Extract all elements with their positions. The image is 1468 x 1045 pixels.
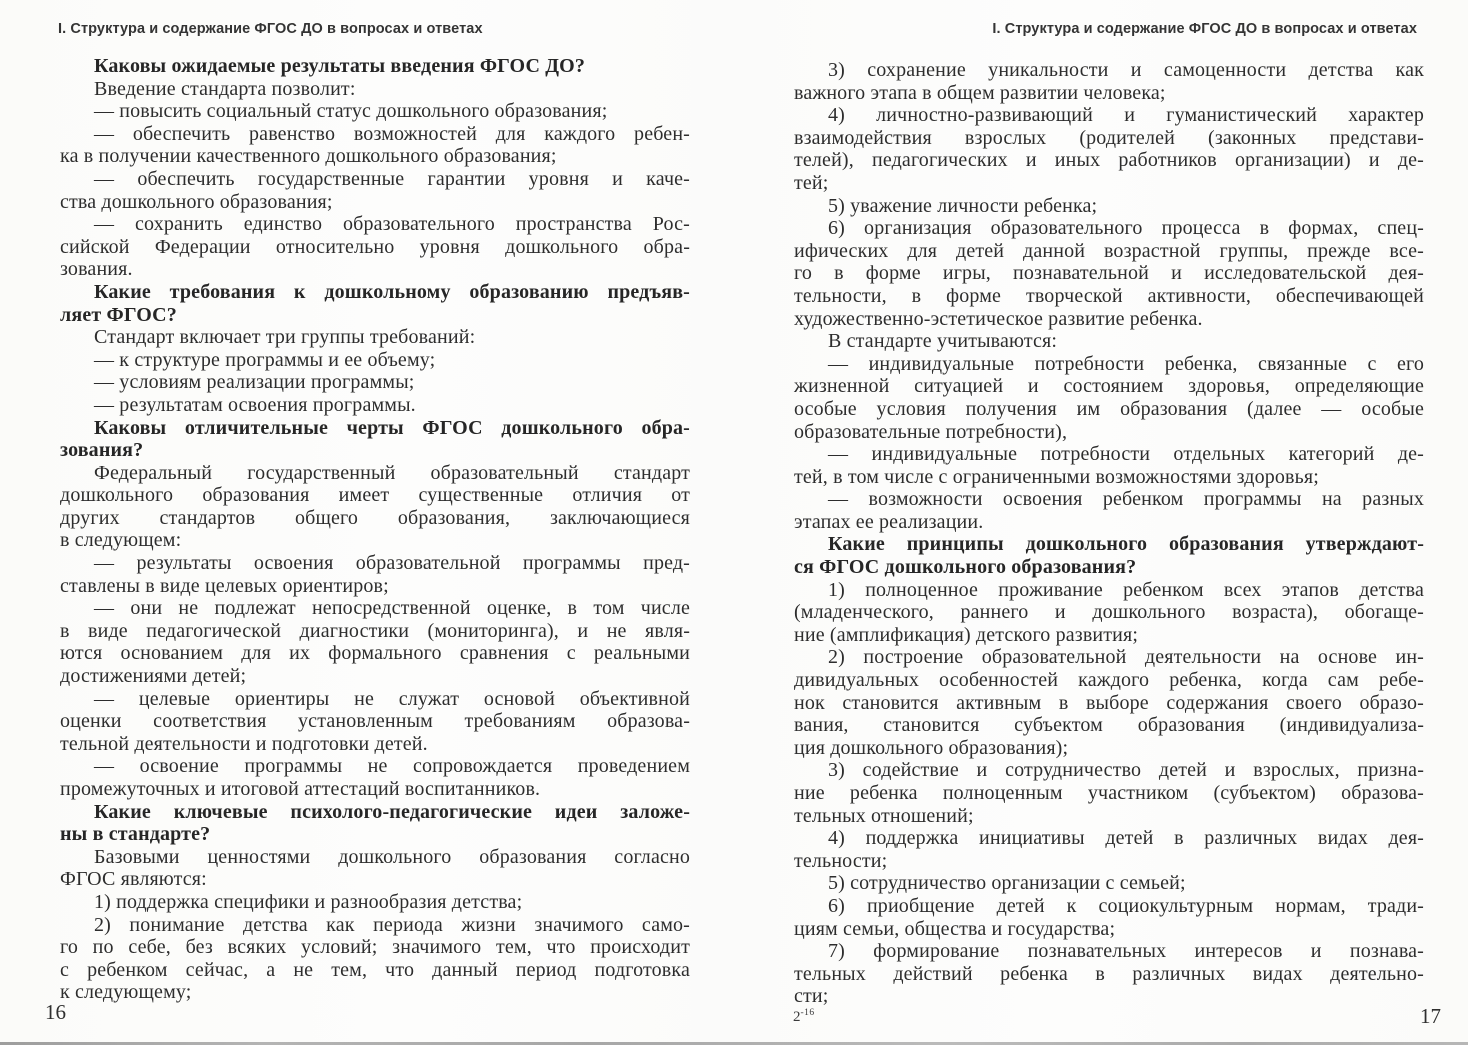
text-line: (младенческого, раннего и дошкольного возраста), обогаще- bbox=[794, 601, 1424, 624]
page-right bbox=[734, 0, 1468, 1045]
text-line: ства дошкольного образования; bbox=[60, 190, 333, 213]
text-line: ются основанием для их формального сравнения с реальными bbox=[60, 642, 690, 665]
text-line: сти; bbox=[794, 985, 829, 1008]
text-line: — индивидуальные потребности ребенка, связанные с его bbox=[828, 352, 1424, 375]
text-line: тей; bbox=[794, 171, 829, 194]
text-line: — целевые ориентиры не служат основой объективной bbox=[94, 687, 690, 710]
text-line: ФГОС являются: bbox=[60, 868, 207, 891]
text-line: ция дошкольного образования); bbox=[794, 736, 1069, 759]
text-line: тельных отношений; bbox=[794, 804, 974, 827]
text-line: тельной деятельности и подготовки детей. bbox=[60, 732, 428, 755]
heading-line: Какие принципы дошкольного образования утверждают- bbox=[828, 533, 1424, 556]
text-line: ние ребенка полноценным участником (субъектом) образова- bbox=[794, 782, 1424, 804]
signature-base: 2 bbox=[793, 1009, 801, 1025]
text-line: образовательные потребности), bbox=[794, 420, 1068, 443]
text-line: важного этапа в общем развитии человека; bbox=[794, 81, 1166, 104]
text-line: к следующему; bbox=[60, 981, 192, 1004]
text-line: — результаты освоения образовательной программы пред- bbox=[94, 552, 690, 575]
text-line: нок становится активным в выборе содержания своего образо- bbox=[794, 691, 1424, 714]
text-line: художественно-эстетическое развитие ребенка. bbox=[794, 307, 1203, 330]
text-line: 2) построение образовательной деятельности на основе ин- bbox=[828, 646, 1424, 669]
text-line: 7) формирование познавательных интересов и познава- bbox=[828, 940, 1424, 963]
text-line: других стандартов общего образования, заключающиеся bbox=[60, 506, 690, 529]
text-line: — сохранить единство образовательного пространства Рос- bbox=[94, 213, 690, 236]
text-line: 5) уважение личности ребенка; bbox=[828, 194, 1098, 217]
running-header-right: I. Структура и содержание ФГОС ДО в вопросах и ответах bbox=[992, 21, 1417, 37]
text-line: с ребенком сейчас, а не тем, что данный период подготовка bbox=[60, 958, 690, 981]
signature-sup: -16 bbox=[800, 1008, 815, 1018]
text-line: 6) приобщение детей к социокультурным нормам, тради- bbox=[828, 894, 1424, 917]
heading-line: ся ФГОС дошкольного образования? bbox=[794, 556, 1137, 579]
text-line: тельности, в форме творческой активности, обеспечивающей bbox=[794, 284, 1424, 307]
text-line: — условиям реализации программы; bbox=[94, 371, 415, 394]
text-line: телей), педагогических и иных работников организации) и де- bbox=[794, 149, 1424, 172]
heading-line: Каковы отличительные черты ФГОС дошкольного обра- bbox=[94, 416, 690, 439]
text-line: 6) организация образовательного процесса в формах, спец- bbox=[828, 217, 1424, 240]
text-line: — к структуре программы и ее объему; bbox=[94, 348, 436, 371]
text-line: — они не подлежат непосредственной оценке, в том числе bbox=[94, 597, 690, 620]
text-line: достижениями детей; bbox=[60, 665, 247, 688]
text-line: — возможности освоения ребенком программы на разных bbox=[828, 488, 1424, 511]
text-line: промежуточных и итоговой аттестаций воспитанников. bbox=[60, 778, 541, 800]
text-line: — повысить социальный статус дошкольного образования; bbox=[94, 100, 608, 123]
text-line: Стандарт включает три группы требований: bbox=[94, 326, 476, 349]
text-line: зования. bbox=[60, 258, 133, 281]
text-line: 5) сотрудничество организации с семьей; bbox=[828, 872, 1186, 895]
text-line: 3) сохранение уникальности и самоценности детства как bbox=[828, 59, 1424, 81]
text-line: ка в получении качественного дошкольного образования; bbox=[60, 145, 557, 168]
text-line: 3) содействие и сотрудничество детей и взрослых, призна- bbox=[828, 759, 1424, 782]
page-number-right: 17 bbox=[1420, 1004, 1441, 1028]
page-right-body bbox=[794, 59, 1424, 1008]
text-line: тей, в том числе с ограниченными возможностями здоровья; bbox=[794, 465, 1319, 488]
page-left-body bbox=[60, 55, 690, 1004]
text-line: вания, становится субъектом образования (индивидуализа- bbox=[794, 714, 1424, 737]
text-line: Базовыми ценностями дошкольного образования согласно bbox=[94, 845, 690, 868]
text-line: ифических для детей данной возрастной группы, прежде все- bbox=[794, 239, 1424, 262]
text-line: ставлены в виде целевых ориентиров; bbox=[60, 574, 389, 597]
page-number-left: 16 bbox=[45, 1000, 66, 1024]
text-line: Федеральный государственный образовательный стандарт bbox=[94, 461, 690, 484]
text-line: жизненной ситуацией и состоянием здоровья, определяющие bbox=[794, 375, 1424, 398]
text-line: взаимодействия взрослых (родителей (законных представи- bbox=[794, 126, 1424, 149]
text-line: го по себе, без всяких условий; значимого тем, что происходит bbox=[60, 936, 690, 959]
text-line: особые условия получения им образования (далее — особые bbox=[794, 397, 1424, 420]
text-line: 4) личностно-развивающий и гуманистический характер bbox=[828, 104, 1424, 127]
text-line: ние (амплификация) детского развития; bbox=[794, 623, 1139, 646]
text-line: го в форме игры, познавательной и исследовательской дея- bbox=[794, 262, 1424, 285]
text-line: — освоение программы не сопровождается проведением bbox=[94, 755, 690, 778]
text-line: 4) поддержка инициативы детей в различных видах дея- bbox=[828, 827, 1424, 850]
text-line: — результатам освоения программы. bbox=[94, 393, 416, 416]
text-line: Введение стандарта позволит: bbox=[94, 77, 356, 100]
heading-line: Какие требования к дошкольному образованию предъяв- bbox=[94, 280, 690, 303]
text-line: оценки соответствия установленным требованиям образова- bbox=[60, 710, 690, 733]
text-line: — обеспечить равенство возможностей для каждого ребен- bbox=[94, 122, 690, 145]
text-line: В стандарте учитываются: bbox=[828, 330, 1058, 353]
heading-line: Какие ключевые психолого-педагогические идеи заложе- bbox=[94, 800, 690, 823]
text-line: тельных действий ребенка в различных видах деятельно- bbox=[794, 962, 1424, 985]
text-line: дивидуальных особенностей каждого ребенка, когда сам ребе- bbox=[794, 669, 1424, 692]
text-line: циям семьи, общества и государства; bbox=[794, 917, 1116, 940]
text-line: — индивидуальные потребности отдельных категорий де- bbox=[828, 443, 1424, 466]
text-line: — обеспечить государственные гарантии уровня и каче- bbox=[94, 167, 690, 190]
text-line: 2) понимание детства как периода жизни значимого само- bbox=[94, 913, 690, 936]
text-line: этапах ее реализации. bbox=[794, 510, 984, 533]
running-header-left: I. Структура и содержание ФГОС ДО в вопросах и ответах bbox=[58, 21, 483, 37]
heading-line: зования? bbox=[60, 439, 144, 462]
heading-line: Каковы ожидаемые результаты введения ФГОС ДО? bbox=[94, 55, 585, 77]
text-line: в следующем: bbox=[60, 529, 182, 552]
text-line: в виде педагогической диагностики (мониторинга), и не явля- bbox=[60, 619, 690, 642]
heading-line: ны в стандарте? bbox=[60, 823, 211, 846]
text-line: 1) поддержка специфики и разнообразия детства; bbox=[94, 890, 523, 913]
text-line: дошкольного образования имеет существенные отличия от bbox=[60, 484, 690, 507]
signature-mark bbox=[793, 1008, 815, 1026]
text-line: сийской Федерации относительно уровня дошкольного обра- bbox=[60, 235, 690, 258]
heading-line: ляет ФГОС? bbox=[60, 303, 177, 326]
text-line: тельности; bbox=[794, 849, 888, 872]
text-line: 1) полноценное проживание ребенком всех этапов детства bbox=[828, 578, 1424, 601]
